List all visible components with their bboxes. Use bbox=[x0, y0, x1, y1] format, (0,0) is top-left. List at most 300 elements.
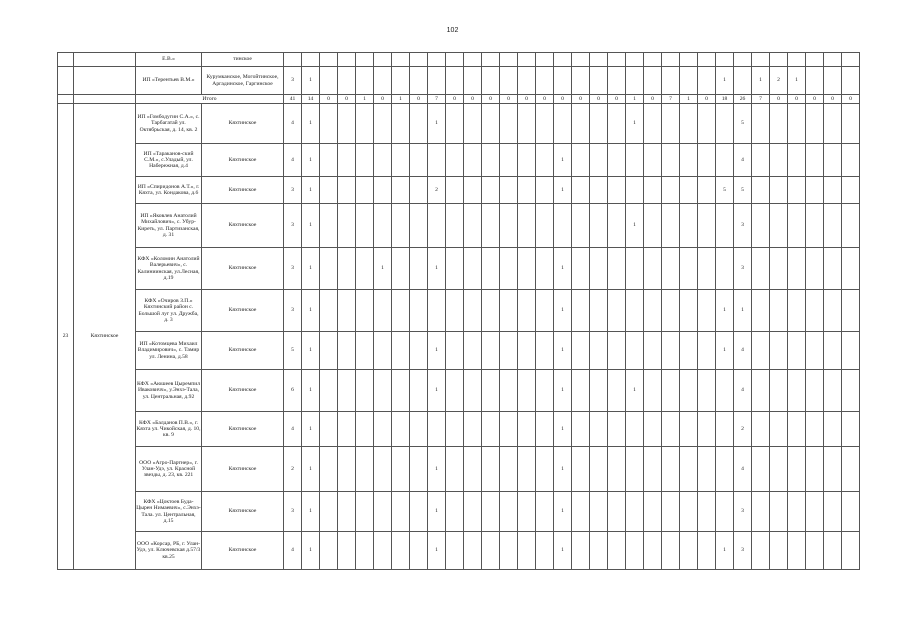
total-value-cell: 0 bbox=[590, 95, 608, 104]
value-cell bbox=[428, 67, 446, 95]
value-cell bbox=[356, 447, 374, 492]
value-cell bbox=[698, 370, 716, 412]
value-cell: 1 bbox=[302, 290, 320, 332]
value-cell bbox=[788, 370, 806, 412]
value-cell bbox=[608, 370, 626, 412]
value-cell bbox=[590, 447, 608, 492]
value-cell bbox=[788, 104, 806, 144]
value-cell bbox=[482, 412, 500, 447]
value-cell bbox=[428, 53, 446, 67]
area-cell: Кяхтинское bbox=[202, 492, 284, 532]
value-cell bbox=[338, 67, 356, 95]
value-cell bbox=[536, 67, 554, 95]
value-cell bbox=[482, 204, 500, 248]
value-cell bbox=[716, 144, 734, 177]
value-cell bbox=[662, 532, 680, 570]
value-cell bbox=[572, 104, 590, 144]
value-cell bbox=[680, 412, 698, 447]
value-cell bbox=[590, 532, 608, 570]
value-cell: 1 bbox=[554, 370, 572, 412]
value-cell bbox=[698, 53, 716, 67]
table-row bbox=[58, 332, 860, 370]
value-cell bbox=[680, 370, 698, 412]
value-cell bbox=[518, 67, 536, 95]
value-cell bbox=[788, 204, 806, 248]
value-cell: 3 bbox=[284, 248, 302, 290]
value-cell bbox=[788, 412, 806, 447]
value-cell: 3 bbox=[284, 492, 302, 532]
value-cell bbox=[392, 447, 410, 492]
total-value-cell: 26 bbox=[734, 95, 752, 104]
area-cell: тинское bbox=[202, 53, 284, 67]
value-cell bbox=[446, 144, 464, 177]
value-cell bbox=[590, 370, 608, 412]
value-cell bbox=[482, 177, 500, 204]
value-cell bbox=[590, 104, 608, 144]
total-value-cell: 0 bbox=[608, 95, 626, 104]
value-cell bbox=[680, 177, 698, 204]
value-cell bbox=[374, 370, 392, 412]
value-cell bbox=[644, 144, 662, 177]
total-value-cell: 0 bbox=[410, 95, 428, 104]
value-cell bbox=[842, 67, 860, 95]
value-cell bbox=[410, 53, 428, 67]
value-cell bbox=[716, 248, 734, 290]
value-cell bbox=[716, 53, 734, 67]
value-cell: 4 bbox=[284, 412, 302, 447]
value-cell bbox=[518, 104, 536, 144]
table-row bbox=[58, 492, 860, 532]
value-cell bbox=[590, 53, 608, 67]
value-cell bbox=[716, 370, 734, 412]
table-row bbox=[58, 412, 860, 447]
value-cell bbox=[356, 67, 374, 95]
value-cell bbox=[698, 532, 716, 570]
district-number-cell bbox=[58, 53, 74, 67]
value-cell bbox=[644, 53, 662, 67]
value-cell bbox=[536, 332, 554, 370]
value-cell bbox=[536, 370, 554, 412]
value-cell: 3 bbox=[734, 248, 752, 290]
value-cell bbox=[680, 248, 698, 290]
area-cell: Кяхтинское bbox=[202, 370, 284, 412]
value-cell bbox=[806, 104, 824, 144]
value-cell bbox=[392, 290, 410, 332]
value-cell bbox=[842, 412, 860, 447]
value-cell bbox=[392, 204, 410, 248]
value-cell bbox=[626, 290, 644, 332]
value-cell bbox=[698, 177, 716, 204]
total-value-cell: 0 bbox=[842, 95, 860, 104]
value-cell bbox=[500, 290, 518, 332]
table-row bbox=[58, 370, 860, 412]
value-cell bbox=[302, 53, 320, 67]
value-cell bbox=[716, 492, 734, 532]
value-cell: 5 bbox=[284, 332, 302, 370]
value-cell bbox=[608, 290, 626, 332]
value-cell bbox=[824, 104, 842, 144]
value-cell bbox=[626, 492, 644, 532]
value-cell: 3 bbox=[284, 67, 302, 95]
value-cell bbox=[698, 204, 716, 248]
value-cell bbox=[536, 290, 554, 332]
value-cell: 1 bbox=[302, 177, 320, 204]
value-cell bbox=[608, 412, 626, 447]
value-cell bbox=[338, 53, 356, 67]
value-cell bbox=[356, 532, 374, 570]
value-cell bbox=[446, 532, 464, 570]
value-cell bbox=[518, 332, 536, 370]
value-cell bbox=[806, 204, 824, 248]
table-row bbox=[58, 177, 860, 204]
value-cell: 2 bbox=[770, 67, 788, 95]
value-cell: 1 bbox=[734, 290, 752, 332]
total-value-cell: 41 bbox=[284, 95, 302, 104]
value-cell bbox=[824, 412, 842, 447]
table-row bbox=[58, 67, 860, 95]
value-cell bbox=[680, 290, 698, 332]
value-cell bbox=[590, 144, 608, 177]
report-table bbox=[57, 52, 860, 570]
value-cell bbox=[500, 412, 518, 447]
table-row bbox=[58, 144, 860, 177]
value-cell bbox=[662, 177, 680, 204]
value-cell bbox=[824, 332, 842, 370]
value-cell bbox=[536, 204, 554, 248]
value-cell: 1 bbox=[428, 332, 446, 370]
area-cell: Кяхтинское bbox=[202, 248, 284, 290]
value-cell bbox=[680, 532, 698, 570]
value-cell bbox=[410, 532, 428, 570]
value-cell: 4 bbox=[284, 532, 302, 570]
value-cell bbox=[320, 53, 338, 67]
value-cell bbox=[536, 532, 554, 570]
value-cell bbox=[788, 532, 806, 570]
value-cell bbox=[320, 412, 338, 447]
organization-cell: ИП «Тараканов-ский С.М.», с.Уладый, ул. Набережная, д.4 bbox=[136, 144, 202, 177]
value-cell bbox=[356, 332, 374, 370]
value-cell bbox=[788, 248, 806, 290]
value-cell bbox=[608, 104, 626, 144]
value-cell bbox=[770, 370, 788, 412]
value-cell: 3 bbox=[284, 290, 302, 332]
value-cell bbox=[626, 532, 644, 570]
total-value-cell: 0 bbox=[374, 95, 392, 104]
value-cell bbox=[626, 53, 644, 67]
value-cell bbox=[752, 332, 770, 370]
value-cell bbox=[428, 290, 446, 332]
value-cell: 5 bbox=[716, 177, 734, 204]
value-cell bbox=[374, 177, 392, 204]
total-value-cell: 1 bbox=[626, 95, 644, 104]
value-cell bbox=[482, 332, 500, 370]
value-cell bbox=[536, 177, 554, 204]
value-cell bbox=[392, 53, 410, 67]
value-cell: 1 bbox=[752, 67, 770, 95]
organization-cell: ИП «Котомцева Михаил Владимирович», с. Тамир ул. Ленина, д.58 bbox=[136, 332, 202, 370]
value-cell bbox=[374, 412, 392, 447]
value-cell bbox=[842, 447, 860, 492]
district-name-cell bbox=[74, 67, 136, 95]
value-cell bbox=[806, 492, 824, 532]
value-cell bbox=[572, 248, 590, 290]
total-value-cell: 0 bbox=[500, 95, 518, 104]
value-cell bbox=[806, 412, 824, 447]
table-row bbox=[58, 104, 860, 144]
value-cell: 4 bbox=[734, 332, 752, 370]
total-value-cell: 7 bbox=[752, 95, 770, 104]
value-cell bbox=[482, 53, 500, 67]
value-cell bbox=[374, 104, 392, 144]
value-cell bbox=[428, 204, 446, 248]
district-name-cell: Кяхтинское bbox=[74, 104, 136, 570]
total-row bbox=[58, 95, 860, 104]
value-cell bbox=[500, 53, 518, 67]
value-cell: 1 bbox=[428, 248, 446, 290]
table-row bbox=[58, 248, 860, 290]
value-cell bbox=[356, 177, 374, 204]
value-cell bbox=[374, 53, 392, 67]
value-cell bbox=[320, 144, 338, 177]
value-cell bbox=[680, 492, 698, 532]
district-number-cell bbox=[58, 67, 74, 95]
value-cell bbox=[752, 104, 770, 144]
value-cell bbox=[410, 104, 428, 144]
total-value-cell: 0 bbox=[644, 95, 662, 104]
value-cell: 4 bbox=[284, 104, 302, 144]
value-cell bbox=[608, 447, 626, 492]
value-cell: 3 bbox=[734, 204, 752, 248]
value-cell bbox=[356, 144, 374, 177]
value-cell bbox=[518, 248, 536, 290]
value-cell: 2 bbox=[428, 177, 446, 204]
value-cell: 1 bbox=[302, 248, 320, 290]
value-cell bbox=[608, 492, 626, 532]
value-cell: 3 bbox=[284, 204, 302, 248]
value-cell bbox=[626, 177, 644, 204]
value-cell bbox=[500, 67, 518, 95]
value-cell bbox=[482, 67, 500, 95]
value-cell: 1 bbox=[302, 532, 320, 570]
value-cell bbox=[320, 248, 338, 290]
value-cell: 1 bbox=[428, 492, 446, 532]
value-cell: 1 bbox=[788, 67, 806, 95]
value-cell bbox=[770, 447, 788, 492]
table-row bbox=[58, 53, 860, 67]
value-cell bbox=[662, 144, 680, 177]
area-cell: Кяхтинское bbox=[202, 332, 284, 370]
value-cell: 3 bbox=[284, 177, 302, 204]
value-cell bbox=[644, 492, 662, 532]
value-cell bbox=[338, 332, 356, 370]
value-cell bbox=[716, 412, 734, 447]
value-cell bbox=[464, 104, 482, 144]
value-cell bbox=[842, 204, 860, 248]
value-cell bbox=[410, 177, 428, 204]
value-cell bbox=[842, 492, 860, 532]
value-cell bbox=[590, 204, 608, 248]
value-cell bbox=[374, 67, 392, 95]
value-cell bbox=[788, 53, 806, 67]
value-cell bbox=[698, 290, 716, 332]
value-cell bbox=[536, 53, 554, 67]
value-cell bbox=[410, 412, 428, 447]
value-cell bbox=[644, 532, 662, 570]
value-cell: 1 bbox=[554, 332, 572, 370]
value-cell bbox=[536, 248, 554, 290]
value-cell bbox=[716, 104, 734, 144]
value-cell bbox=[338, 104, 356, 144]
value-cell: 1 bbox=[716, 332, 734, 370]
value-cell bbox=[788, 332, 806, 370]
value-cell: 1 bbox=[428, 104, 446, 144]
value-cell bbox=[752, 370, 770, 412]
total-value-cell: 0 bbox=[446, 95, 464, 104]
total-value-cell: 7 bbox=[662, 95, 680, 104]
value-cell bbox=[500, 492, 518, 532]
value-cell bbox=[410, 67, 428, 95]
value-cell bbox=[338, 177, 356, 204]
value-cell bbox=[536, 412, 554, 447]
value-cell bbox=[536, 447, 554, 492]
value-cell bbox=[482, 492, 500, 532]
value-cell bbox=[446, 290, 464, 332]
value-cell bbox=[284, 53, 302, 67]
value-cell: 5 bbox=[734, 177, 752, 204]
value-cell bbox=[806, 53, 824, 67]
total-value-cell: 0 bbox=[788, 95, 806, 104]
value-cell: 6 bbox=[284, 370, 302, 412]
value-cell: 1 bbox=[626, 370, 644, 412]
value-cell: 1 bbox=[302, 104, 320, 144]
value-cell bbox=[644, 290, 662, 332]
value-cell bbox=[662, 370, 680, 412]
value-cell bbox=[788, 290, 806, 332]
value-cell bbox=[338, 370, 356, 412]
value-cell: 1 bbox=[302, 144, 320, 177]
district-name-cell bbox=[74, 95, 136, 104]
value-cell bbox=[572, 447, 590, 492]
value-cell bbox=[824, 144, 842, 177]
value-cell bbox=[644, 447, 662, 492]
value-cell bbox=[320, 447, 338, 492]
value-cell bbox=[428, 412, 446, 447]
value-cell: 1 bbox=[302, 67, 320, 95]
value-cell bbox=[626, 412, 644, 447]
value-cell bbox=[698, 144, 716, 177]
value-cell: 1 bbox=[554, 144, 572, 177]
total-value-cell: 0 bbox=[554, 95, 572, 104]
value-cell bbox=[662, 67, 680, 95]
value-cell: 1 bbox=[302, 332, 320, 370]
value-cell bbox=[842, 177, 860, 204]
value-cell bbox=[446, 370, 464, 412]
value-cell bbox=[662, 412, 680, 447]
value-cell: 1 bbox=[554, 248, 572, 290]
total-value-cell: 0 bbox=[482, 95, 500, 104]
value-cell bbox=[752, 290, 770, 332]
value-cell bbox=[572, 67, 590, 95]
value-cell bbox=[788, 177, 806, 204]
value-cell bbox=[842, 290, 860, 332]
value-cell bbox=[410, 492, 428, 532]
value-cell bbox=[392, 67, 410, 95]
value-cell bbox=[608, 144, 626, 177]
value-cell bbox=[320, 492, 338, 532]
value-cell bbox=[320, 67, 338, 95]
value-cell bbox=[842, 332, 860, 370]
value-cell bbox=[626, 67, 644, 95]
value-cell bbox=[320, 177, 338, 204]
value-cell bbox=[626, 144, 644, 177]
value-cell bbox=[464, 204, 482, 248]
value-cell bbox=[806, 290, 824, 332]
value-cell bbox=[608, 332, 626, 370]
total-value-cell: 18 bbox=[716, 95, 734, 104]
organization-cell: ИП «Яковлев Анатолий Михайлович», с. Убур-Киреть, ул. Партизанская, д. 31 bbox=[136, 204, 202, 248]
value-cell bbox=[572, 532, 590, 570]
value-cell bbox=[752, 532, 770, 570]
value-cell bbox=[518, 290, 536, 332]
value-cell bbox=[572, 332, 590, 370]
value-cell: 1 bbox=[554, 492, 572, 532]
value-cell bbox=[356, 104, 374, 144]
value-cell bbox=[338, 532, 356, 570]
value-cell bbox=[770, 492, 788, 532]
value-cell bbox=[752, 412, 770, 447]
total-value-cell: 0 bbox=[770, 95, 788, 104]
total-value-cell: 1 bbox=[680, 95, 698, 104]
value-cell bbox=[824, 447, 842, 492]
value-cell bbox=[842, 532, 860, 570]
value-cell: 3 bbox=[734, 532, 752, 570]
value-cell bbox=[482, 370, 500, 412]
value-cell bbox=[356, 370, 374, 412]
area-cell: Кяхтинское bbox=[202, 532, 284, 570]
value-cell: 1 bbox=[716, 532, 734, 570]
value-cell bbox=[482, 290, 500, 332]
value-cell bbox=[716, 447, 734, 492]
value-cell bbox=[410, 204, 428, 248]
total-value-cell: 14 bbox=[302, 95, 320, 104]
value-cell bbox=[410, 370, 428, 412]
value-cell bbox=[680, 447, 698, 492]
value-cell bbox=[644, 67, 662, 95]
area-cell: Кяхтинское bbox=[202, 144, 284, 177]
value-cell bbox=[770, 412, 788, 447]
value-cell bbox=[464, 492, 482, 532]
value-cell bbox=[734, 67, 752, 95]
value-cell bbox=[590, 492, 608, 532]
value-cell bbox=[662, 447, 680, 492]
value-cell bbox=[644, 332, 662, 370]
area-cell: Кяхтинское bbox=[202, 412, 284, 447]
district-name-cell bbox=[74, 53, 136, 67]
value-cell bbox=[806, 248, 824, 290]
value-cell bbox=[770, 144, 788, 177]
value-cell: 1 bbox=[716, 67, 734, 95]
value-cell bbox=[500, 248, 518, 290]
value-cell bbox=[320, 204, 338, 248]
value-cell bbox=[482, 144, 500, 177]
value-cell bbox=[752, 53, 770, 67]
organization-cell: КФХ «Балданов П.В.», г. Кяхта ул. Чикойская, д. 10, кв. 9 bbox=[136, 412, 202, 447]
value-cell bbox=[806, 532, 824, 570]
value-cell: 1 bbox=[716, 290, 734, 332]
area-cell: Кяхтинское bbox=[202, 447, 284, 492]
table-row bbox=[58, 532, 860, 570]
value-cell: 1 bbox=[428, 370, 446, 412]
